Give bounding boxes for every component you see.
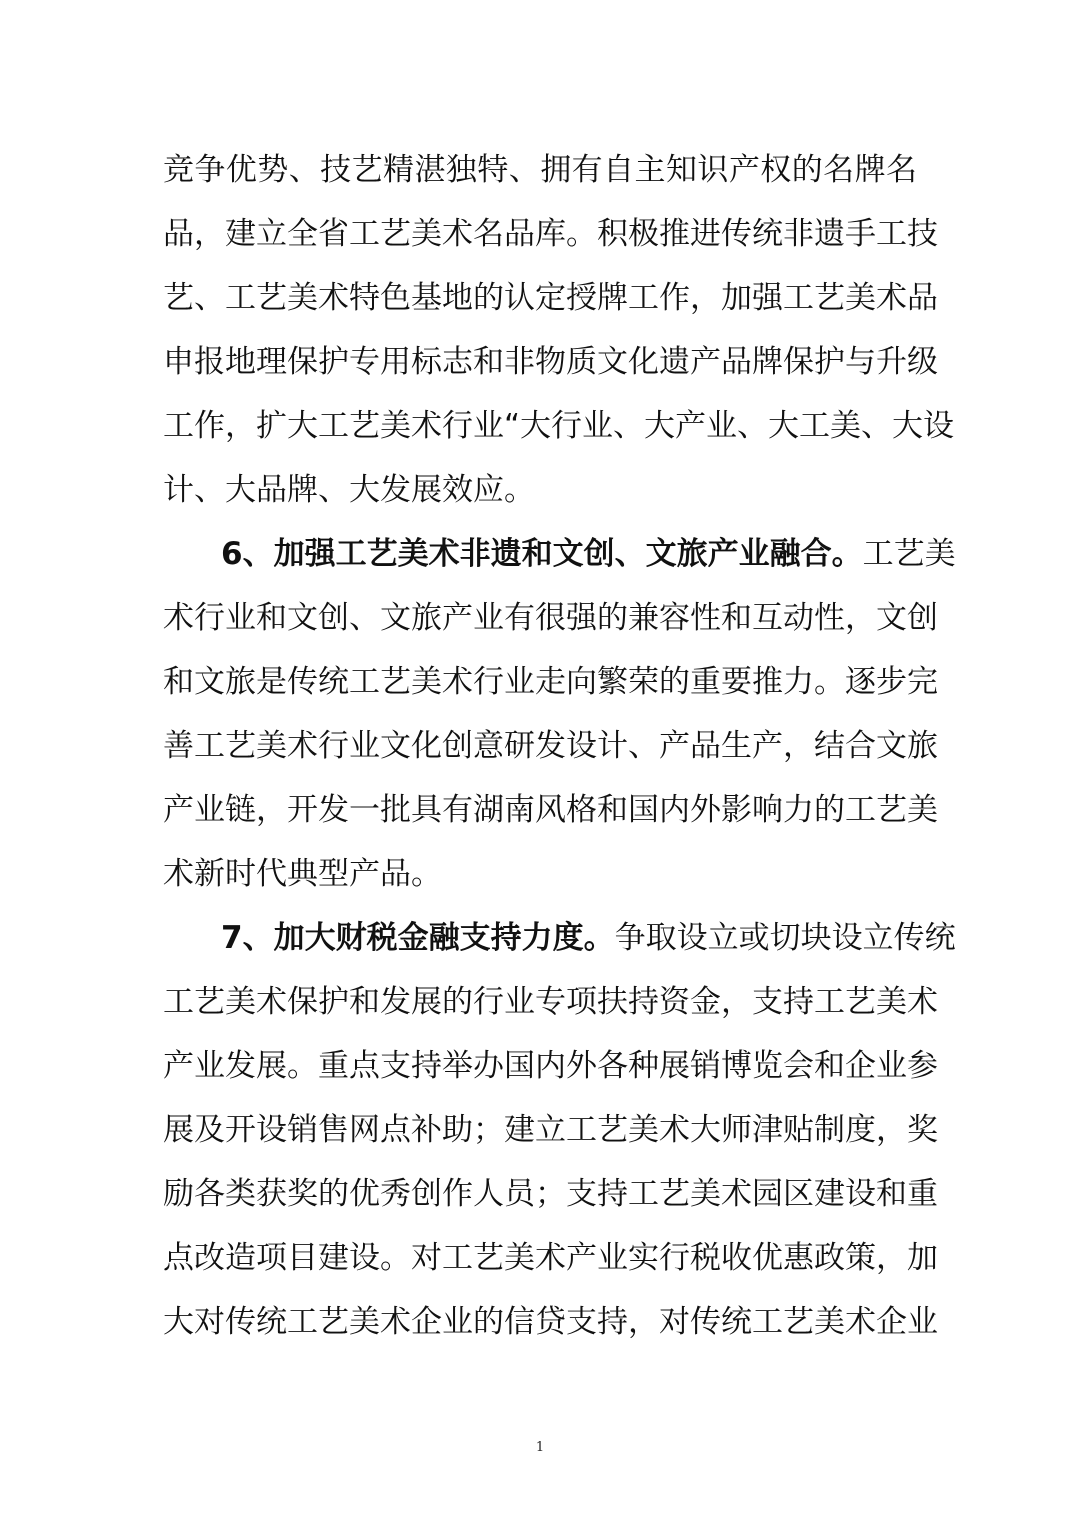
text-line: 点改造项目建设。对工艺美术产业实行税收优惠政策，加 xyxy=(163,1240,938,1276)
section-6-line xyxy=(163,522,956,586)
section-7-heading: 7、加大财税金融支持力度。 xyxy=(221,920,615,956)
text-line: 产业链，开发一批具有湖南风格和国内外影响力的工艺美 xyxy=(163,792,938,828)
text-line: 竞争优势、技艺精湛独特、拥有自主知识产权的名牌名 xyxy=(163,152,917,188)
text-line: 计、大品牌、大发展效应。 xyxy=(163,472,535,508)
text-line: 工作，扩大工艺美术行业“大行业、大产业、大工美、大设 xyxy=(163,408,955,444)
section-7-line xyxy=(163,906,956,970)
text-line: 大对传统工艺美术企业的信贷支持，对传统工艺美术企业 xyxy=(163,1304,938,1340)
section-6-heading: 6、加强工艺美术非遗和文创、文旅产业融合。 xyxy=(221,536,863,572)
section-6-text: 工艺美 xyxy=(862,536,956,572)
text-line: 和文旅是传统工艺美术行业走向繁荣的重要推力。逐步完 xyxy=(163,664,938,700)
page-number: 1 xyxy=(535,1440,545,1455)
text-line: 展及开设销售网点补助；建立工艺美术大师津贴制度，奖 xyxy=(163,1112,938,1148)
text-line: 善工艺美术行业文化创意研发设计、产品生产，结合文旅 xyxy=(163,728,938,764)
text-line: 产业发展。重点支持举办国内外各种展销博览会和企业参 xyxy=(163,1048,938,1084)
text-line: 工艺美术保护和发展的行业专项扶持资金，支持工艺美术 xyxy=(163,984,938,1020)
section-7-text: 争取设立或切块设立传统 xyxy=(614,920,956,956)
text-line: 艺、工艺美术特色基地的认定授牌工作，加强工艺美术品 xyxy=(163,280,938,316)
text-line: 术行业和文创、文旅产业有很强的兼容性和互动性，文创 xyxy=(163,600,938,636)
text-line: 励各类获奖的优秀创作人员；支持工艺美术园区建设和重 xyxy=(163,1176,938,1212)
text-line: 品，建立全省工艺美术名品库。积极推进传统非遗手工技 xyxy=(163,216,938,252)
text-line: 申报地理保护专用标志和非物质文化遗产品牌保护与升级 xyxy=(163,344,938,380)
text-line: 术新时代典型产品。 xyxy=(163,856,442,892)
